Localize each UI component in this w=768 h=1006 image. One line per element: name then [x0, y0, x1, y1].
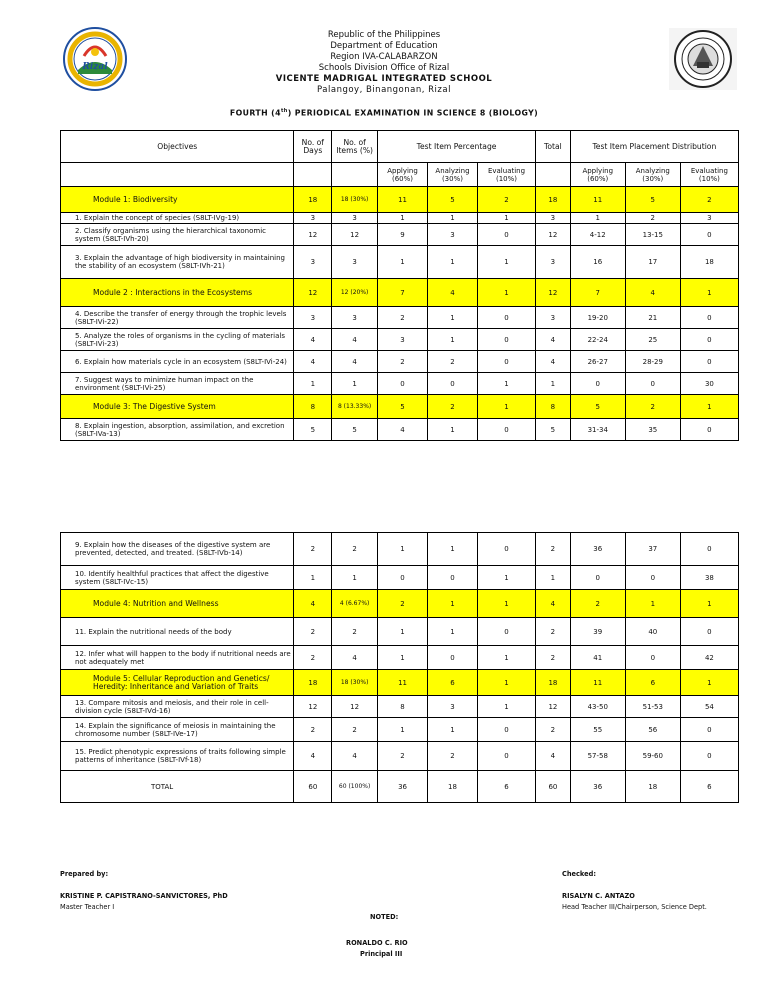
- cell-items: 2: [332, 718, 378, 742]
- cell-an: 1: [428, 246, 478, 279]
- objective-cell: 10. Identify healthful practices that affect the digestive system (S8LT-IVc-15): [61, 566, 294, 590]
- cell-total: 4: [536, 329, 571, 351]
- cell-pev: 1: [680, 395, 738, 419]
- cell-pap: 19-20: [570, 307, 625, 329]
- cell-ap: 0: [378, 373, 428, 395]
- cell-an: 1: [428, 718, 478, 742]
- objective-cell: 5. Analyze the roles of organisms in the cycling of materials (S8LT-IVi-23): [61, 329, 294, 351]
- cell-pev: 0: [680, 307, 738, 329]
- cell-an: 1: [428, 213, 478, 224]
- cell-pan: 40: [625, 618, 680, 646]
- cell-an: 2: [428, 351, 478, 373]
- cell-an: 1: [428, 618, 478, 646]
- cell-items: 2: [332, 618, 378, 646]
- objective-cell: 1. Explain the concept of species (S8LT-IVg-19): [61, 213, 294, 224]
- cell-ev: 0: [477, 419, 535, 441]
- cell-ev: 0: [477, 718, 535, 742]
- cell-total: 1: [536, 373, 571, 395]
- cell-days: 12: [294, 696, 332, 718]
- cell-pev: 0: [680, 224, 738, 246]
- cell-ev: 1: [477, 566, 535, 590]
- letterhead-line-4: Schools Division Office of Rizal: [318, 63, 450, 73]
- cell-total: 12: [536, 696, 571, 718]
- cell-pap: 22-24: [570, 329, 625, 351]
- objective-row: [61, 224, 739, 246]
- cell-days: 3: [294, 307, 332, 329]
- objective-row: [61, 742, 739, 771]
- cell-total: 3: [536, 213, 571, 224]
- cell-pan: 6: [625, 670, 680, 696]
- col-evaluating: Evaluating (10%): [477, 163, 535, 187]
- cell-total: 4: [536, 590, 571, 618]
- cell-items: 18 (30%): [332, 187, 378, 213]
- cell-an: 0: [428, 566, 478, 590]
- cell-days: 8: [294, 395, 332, 419]
- cell-items: 12: [332, 224, 378, 246]
- checked-label: Checked:: [562, 870, 596, 878]
- cell-pan: 51-53: [625, 696, 680, 718]
- cell-ap: 1: [378, 646, 428, 670]
- objective-row: [61, 246, 739, 279]
- module-row: [61, 670, 739, 696]
- cell-days: 2: [294, 533, 332, 566]
- cell-total: 8: [536, 395, 571, 419]
- cell-pev: 0: [680, 351, 738, 373]
- cell-pap: 0: [570, 373, 625, 395]
- col-days: No. of Days: [294, 131, 332, 163]
- cell-days: 1: [294, 566, 332, 590]
- cell-ev: 1: [477, 646, 535, 670]
- cell-pan: 17: [625, 246, 680, 279]
- cell-pap: 57-58: [570, 742, 625, 771]
- cell-days: 2: [294, 646, 332, 670]
- cell-days: 18: [294, 187, 332, 213]
- tos-table-part-2: [60, 532, 739, 803]
- cell-pap: 11: [570, 670, 625, 696]
- cell-pev: 3: [680, 213, 738, 224]
- cell-an: 6: [428, 670, 478, 696]
- cell-ev: 0: [477, 742, 535, 771]
- objective-cell: Module 3: The Digestive System: [61, 395, 294, 419]
- prepared-label: Prepared by:: [60, 870, 109, 878]
- cell-total: 60: [536, 771, 571, 803]
- cell-pan: 1: [625, 590, 680, 618]
- cell-items: 4: [332, 329, 378, 351]
- cell-items: 12: [332, 696, 378, 718]
- letterhead-line-3: Region IVA-CALABARZON: [330, 52, 438, 62]
- cell-total: 3: [536, 246, 571, 279]
- objective-row: [61, 646, 739, 670]
- cell-ev: 2: [477, 187, 535, 213]
- cell-ev: 6: [477, 771, 535, 803]
- cell-pev: 0: [680, 742, 738, 771]
- cell-pan: 59-60: [625, 742, 680, 771]
- cell-ap: 5: [378, 395, 428, 419]
- cell-an: 0: [428, 646, 478, 670]
- objective-row: [61, 718, 739, 742]
- cell-days: 12: [294, 279, 332, 307]
- objective-cell: 9. Explain how the diseases of the digestive system are prevented, detected, and treated. (S8LT-IVb-14): [61, 533, 294, 566]
- col-applying: Applying (60%): [378, 163, 428, 187]
- cell-pev: 1: [680, 670, 738, 696]
- cell-total: 4: [536, 351, 571, 373]
- cell-ap: 1: [378, 533, 428, 566]
- cell-an: 2: [428, 395, 478, 419]
- prepared-name: KRISTINE P. CAPISTRANO-SANVICTORES, PhD: [60, 892, 228, 900]
- col-placement-evaluating: Evaluating (10%): [680, 163, 738, 187]
- cell-days: 4: [294, 351, 332, 373]
- cell-pap: 26-27: [570, 351, 625, 373]
- cell-ev: 0: [477, 533, 535, 566]
- objective-row: [61, 618, 739, 646]
- cell-pan: 37: [625, 533, 680, 566]
- logo-text: Rizal: [82, 62, 108, 72]
- cell-an: 0: [428, 373, 478, 395]
- objective-cell: 15. Predict phenotypic expressions of traits following simple patterns of inheritance (S8LT-IVf-18): [61, 742, 294, 771]
- cell-ev: 1: [477, 213, 535, 224]
- exam-title-pre: FOURTH (4: [229, 108, 281, 118]
- cell-items: 4: [332, 646, 378, 670]
- cell-days: 4: [294, 590, 332, 618]
- cell-ap: 7: [378, 279, 428, 307]
- cell-items: 1: [332, 373, 378, 395]
- cell-items: 1: [332, 566, 378, 590]
- col-placement-analyzing: Analyzing (30%): [625, 163, 680, 187]
- prepared-title: Master Teacher I: [60, 903, 115, 911]
- cell-pev: 0: [680, 718, 738, 742]
- cell-pev: 42: [680, 646, 738, 670]
- objective-cell: 8. Explain ingestion, absorption, assimilation, and excretion (S8LT-IVa-13): [61, 419, 294, 441]
- module-row: [61, 187, 739, 213]
- cell-total: 2: [536, 618, 571, 646]
- cell-pan: 35: [625, 419, 680, 441]
- objective-cell: 12. Infer what will happen to the body if nutritional needs are not adequately met: [61, 646, 294, 670]
- cell-pap: 31-34: [570, 419, 625, 441]
- cell-days: 60: [294, 771, 332, 803]
- cell-pan: 28-29: [625, 351, 680, 373]
- cell-pev: 6: [680, 771, 738, 803]
- cell-days: 2: [294, 718, 332, 742]
- checked-title: Head Teacher III/Chairperson, Science Dept.: [562, 903, 707, 911]
- objective-row: [61, 566, 739, 590]
- col-analyzing: Analyzing (30%): [428, 163, 478, 187]
- cell-days: 2: [294, 618, 332, 646]
- objective-row: [61, 307, 739, 329]
- cell-an: 2: [428, 742, 478, 771]
- objective-row: [61, 373, 739, 395]
- cell-ev: 0: [477, 224, 535, 246]
- cell-ap: 1: [378, 246, 428, 279]
- cell-pev: 1: [680, 590, 738, 618]
- cell-days: 1: [294, 373, 332, 395]
- cell-pan: 21: [625, 307, 680, 329]
- cell-total: 18: [536, 670, 571, 696]
- cell-pev: 1: [680, 279, 738, 307]
- cell-pev: 54: [680, 696, 738, 718]
- cell-ev: 1: [477, 590, 535, 618]
- cell-days: 4: [294, 742, 332, 771]
- noted-label: NOTED:: [370, 913, 399, 921]
- cell-pev: 0: [680, 618, 738, 646]
- cell-ap: 0: [378, 566, 428, 590]
- cell-ap: 4: [378, 419, 428, 441]
- cell-an: 18: [428, 771, 478, 803]
- cell-ev: 1: [477, 696, 535, 718]
- cell-items: 4: [332, 742, 378, 771]
- cell-ev: 1: [477, 246, 535, 279]
- cell-pev: 38: [680, 566, 738, 590]
- objective-cell: 4. Describe the transfer of energy through the trophic levels (S8LT-IVi-22): [61, 307, 294, 329]
- noted-name: RONALDO C. RIO: [346, 939, 408, 947]
- objective-cell: 13. Compare mitosis and meiosis, and their role in cell-division cycle (S8LT-IVd-16): [61, 696, 294, 718]
- cell-total: 12: [536, 279, 571, 307]
- cell-total: 2: [536, 533, 571, 566]
- cell-pan: 25: [625, 329, 680, 351]
- cell-total: 18: [536, 187, 571, 213]
- cell-total: 3: [536, 307, 571, 329]
- cell-pan: 5: [625, 187, 680, 213]
- cell-pap: 5: [570, 395, 625, 419]
- tos-table-body-1: [61, 187, 739, 441]
- cell-days: 4: [294, 329, 332, 351]
- cell-pap: 2: [570, 590, 625, 618]
- cell-pan: 0: [625, 646, 680, 670]
- module-row: [61, 279, 739, 307]
- cell-ap: 9: [378, 224, 428, 246]
- school-name: VICENTE MADRIGAL INTEGRATED SCHOOL: [275, 74, 493, 84]
- cell-pan: 2: [625, 395, 680, 419]
- objective-cell: TOTAL: [61, 771, 294, 803]
- cell-pev: 0: [680, 329, 738, 351]
- cell-pap: 36: [570, 533, 625, 566]
- objective-cell: Module 1: Biodiversity: [61, 187, 294, 213]
- cell-ap: 36: [378, 771, 428, 803]
- cell-ap: 11: [378, 670, 428, 696]
- module-row: [61, 590, 739, 618]
- letterhead: [0, 30, 768, 96]
- cell-pan: 0: [625, 373, 680, 395]
- objective-cell: Module 2 : Interactions in the Ecosystems: [61, 279, 294, 307]
- objective-cell: Module 4: Nutrition and Wellness: [61, 590, 294, 618]
- cell-pap: 16: [570, 246, 625, 279]
- cell-an: 3: [428, 224, 478, 246]
- cell-pap: 11: [570, 187, 625, 213]
- cell-pan: 18: [625, 771, 680, 803]
- cell-days: 18: [294, 670, 332, 696]
- cell-items: 12 (20%): [332, 279, 378, 307]
- cell-ap: 2: [378, 742, 428, 771]
- cell-ev: 1: [477, 373, 535, 395]
- cell-days: 12: [294, 224, 332, 246]
- noted-title: Principal III: [360, 950, 403, 958]
- cell-ev: 0: [477, 307, 535, 329]
- objective-row: [61, 533, 739, 566]
- cell-items: 4: [332, 351, 378, 373]
- col-total: Total: [536, 131, 571, 163]
- cell-ev: 1: [477, 395, 535, 419]
- col-placement-applying: Applying (60%): [570, 163, 625, 187]
- exam-title: [0, 108, 768, 118]
- cell-ap: 1: [378, 618, 428, 646]
- cell-ap: 1: [378, 213, 428, 224]
- cell-total: 2: [536, 646, 571, 670]
- objective-row: [61, 696, 739, 718]
- cell-pap: 7: [570, 279, 625, 307]
- cell-total: 12: [536, 224, 571, 246]
- cell-days: 3: [294, 213, 332, 224]
- cell-pap: 39: [570, 618, 625, 646]
- cell-an: 1: [428, 590, 478, 618]
- cell-pev: 18: [680, 246, 738, 279]
- cell-ev: 0: [477, 351, 535, 373]
- exam-title-sup: th: [280, 108, 288, 114]
- cell-pan: 56: [625, 718, 680, 742]
- module-row: [61, 395, 739, 419]
- objective-cell: 11. Explain the nutritional needs of the body: [61, 618, 294, 646]
- col-objectives: Objectives: [61, 131, 294, 163]
- objective-cell: 2. Classify organisms using the hierarchical taxonomic system (S8LT-IVh-20): [61, 224, 294, 246]
- cell-items: 2: [332, 533, 378, 566]
- cell-pan: 0: [625, 566, 680, 590]
- cell-ap: 2: [378, 351, 428, 373]
- cell-pan: 2: [625, 213, 680, 224]
- cell-an: 1: [428, 307, 478, 329]
- cell-an: 1: [428, 419, 478, 441]
- tos-table-part-1: [60, 130, 739, 441]
- cell-items: 4 (6.67%): [332, 590, 378, 618]
- school-address: Palangoy, Binangonan, Rizal: [317, 85, 451, 95]
- cell-items: 18 (30%): [332, 670, 378, 696]
- cell-ap: 1: [378, 718, 428, 742]
- cell-pap: 55: [570, 718, 625, 742]
- objective-row: [61, 329, 739, 351]
- cell-total: 2: [536, 718, 571, 742]
- cell-an: 5: [428, 187, 478, 213]
- cell-pap: 0: [570, 566, 625, 590]
- objective-row: [61, 351, 739, 373]
- cell-pap: 43-50: [570, 696, 625, 718]
- cell-items: 60 (100%): [332, 771, 378, 803]
- cell-items: 3: [332, 246, 378, 279]
- cell-ap: 2: [378, 307, 428, 329]
- objective-cell: 3. Explain the advantage of high biodiversity in maintaining the stability of an ecosystem (S8LT-IVh-21): [61, 246, 294, 279]
- cell-ap: 3: [378, 329, 428, 351]
- col-percentage: Test Item Percentage: [378, 131, 536, 163]
- cell-an: 1: [428, 533, 478, 566]
- cell-ev: 0: [477, 618, 535, 646]
- objective-cell: 7. Suggest ways to minimize human impact on the environment (S8LT-IVi-25): [61, 373, 294, 395]
- objective-cell: 6. Explain how materials cycle in an ecosystem (S8LT-IVi-24): [61, 351, 294, 373]
- cell-pev: 0: [680, 419, 738, 441]
- cell-days: 3: [294, 246, 332, 279]
- cell-items: 5: [332, 419, 378, 441]
- cell-an: 3: [428, 696, 478, 718]
- cell-total: 4: [536, 742, 571, 771]
- objective-row: [61, 213, 739, 224]
- cell-ap: 11: [378, 187, 428, 213]
- cell-pap: 36: [570, 771, 625, 803]
- cell-ap: 2: [378, 590, 428, 618]
- cell-pap: 4-12: [570, 224, 625, 246]
- exam-title-post: ) PERIODICAL EXAMINATION IN SCIENCE 8 (BIOLOGY): [287, 108, 539, 118]
- total-row: [61, 771, 739, 803]
- cell-pan: 13-15: [625, 224, 680, 246]
- cell-total: 5: [536, 419, 571, 441]
- cell-ev: 0: [477, 329, 535, 351]
- checked-name: RISALYN C. ANTAZO: [562, 892, 635, 900]
- cell-pap: 1: [570, 213, 625, 224]
- cell-pev: 30: [680, 373, 738, 395]
- cell-pev: 0: [680, 533, 738, 566]
- cell-ev: 1: [477, 279, 535, 307]
- objective-cell: 14. Explain the significance of meiosis in maintaining the chromosome number (S8LT-IVe-17): [61, 718, 294, 742]
- letterhead-line-2: Department of Education: [330, 41, 438, 51]
- cell-items: 3: [332, 213, 378, 224]
- col-items: No. of Items (%): [332, 131, 378, 163]
- cell-items: 3: [332, 307, 378, 329]
- letterhead-line-1: Republic of the Philippines: [327, 30, 441, 40]
- cell-an: 4: [428, 279, 478, 307]
- cell-items: 8 (13.33%): [332, 395, 378, 419]
- cell-ev: 1: [477, 670, 535, 696]
- col-placement: Test Item Placement Distribution: [570, 131, 738, 163]
- tos-table-body-2: [61, 533, 739, 803]
- objective-cell: Module 5: Cellular Reproduction and Genetics/ Heredity: Inheritance and Variation of Traits: [61, 670, 294, 696]
- cell-ap: 8: [378, 696, 428, 718]
- cell-pev: 2: [680, 187, 738, 213]
- cell-pan: 4: [625, 279, 680, 307]
- cell-pap: 41: [570, 646, 625, 670]
- cell-days: 5: [294, 419, 332, 441]
- cell-total: 1: [536, 566, 571, 590]
- cell-an: 1: [428, 329, 478, 351]
- objective-row: [61, 419, 739, 441]
